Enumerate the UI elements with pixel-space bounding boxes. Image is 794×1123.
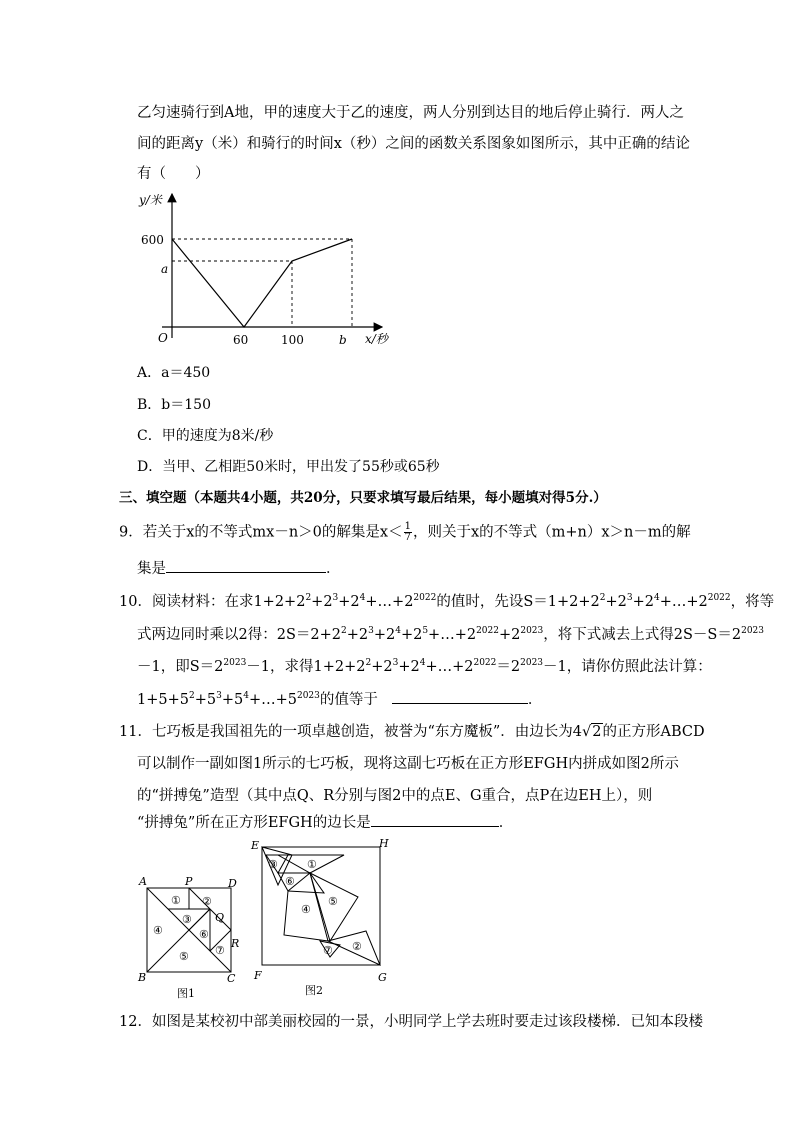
fig2-piece-3: ③ — [268, 858, 278, 871]
fig1-label-a: A — [139, 875, 147, 888]
q9-number: 9． — [119, 524, 143, 541]
fig1-label-r: R — [231, 937, 240, 950]
q10-l3b: －1，求得1+2+2 — [246, 659, 366, 675]
q9-line-2: 集是 ． — [137, 558, 341, 579]
option-a: A．a＝450 — [137, 365, 211, 381]
q9-text-a: 若关于x的不等式mx－n＞0的解集是x＜ — [142, 524, 403, 541]
y-tick-600: 600 — [141, 233, 164, 247]
fig2-piece-2: ② — [352, 940, 362, 953]
q9-text-c: 集是 — [137, 561, 166, 577]
fig1-label-c: C — [227, 972, 236, 985]
q9-text-b: ，则关于x的不等式（m+n）x＞n－m的解 — [412, 524, 691, 541]
q10-l1a: 阅读材料：在求1+2+2 — [151, 594, 306, 610]
q11-l4: “拼搏兔”所在正方形EFGH的边长是 — [137, 815, 371, 831]
fig1-label-b: B — [138, 971, 147, 984]
fig1-piece-4: ④ — [153, 924, 163, 937]
fig2-piece-4: ④ — [301, 903, 311, 916]
q9-frac-den: 7 — [404, 532, 411, 543]
fig1-caption: 图1 — [177, 987, 195, 1000]
q9-line-1 — [119, 522, 691, 543]
q10-line-2: 式两边同时乘以2得：$2S=2+2^2+2^3+2^4+2^5+\dots+2^{2022}+2^{2023}$，将下式减去上式得$2S-S=2^{2023}$ — [137, 626, 764, 643]
q10-l3a: －1，即S＝2 — [137, 659, 224, 675]
y-tick-a: a — [161, 262, 169, 276]
fig1-piece-6: ⑥ — [199, 928, 209, 941]
origin-label: O — [158, 331, 168, 345]
option-b: B．b＝150 — [137, 397, 211, 413]
q11-line-4 — [137, 812, 513, 833]
q11-number: 11． — [119, 724, 152, 740]
q10-l1c: ，将等 — [730, 594, 775, 610]
q9-frac-num: 1 — [404, 521, 411, 532]
q10-l2b: ，将下式减去上式得2S－S＝2 — [543, 627, 742, 643]
q12-line-1 — [119, 1012, 703, 1032]
q12-number: 12． — [119, 1014, 152, 1030]
fig2-label-f: F — [254, 969, 262, 982]
q11-line-1 — [119, 722, 705, 742]
q10-line-3: －1，即$S=2^{2023}-1$，求得$1+2+2^2+2^3+2^4+\dots+2^{2022}=2^{2023}-1$，请你仿照此法计算： — [137, 658, 712, 675]
q11-line-2: 可以制作一副如图1所示的七巧板，现将这副七巧板在正方形EFGH内拼成如图2所示 — [137, 756, 679, 772]
tangram-figure-2 — [248, 833, 398, 999]
fig2-label-e: E — [251, 839, 260, 852]
q11-answer-blank[interactable] — [371, 812, 499, 827]
q10-l4b: 的值等于 — [319, 692, 378, 708]
x-axis-label: x/秒 — [365, 332, 388, 346]
x-tick-b: b — [339, 333, 347, 347]
section-3-title: 三、填空题（本题共4小题，共20分，只要求填写最后结果，每小题填对得5分.） — [119, 490, 607, 506]
fig1-piece-3: ③ — [182, 913, 192, 926]
fig1-label-q: Q — [215, 911, 225, 924]
q10-line-4: $1+5+5^2+5^3+5^4+\dots+5^{2023}$的值等于 ． — [137, 691, 543, 708]
fig2-piece-5: ⑤ — [328, 895, 338, 908]
option-c: C．甲的速度为8米/秒 — [137, 428, 274, 444]
q10-end: ． — [527, 692, 543, 708]
x-tick-60: 60 — [233, 333, 249, 347]
fig1-piece-5: ⑤ — [179, 950, 189, 963]
q10-l4a: 1+5+5 — [137, 692, 189, 708]
tangram-figure-1 — [135, 875, 245, 1000]
fig1-label-p: P — [185, 875, 193, 888]
fig2-piece-7: ⑦ — [323, 944, 333, 957]
q10-answer-blank[interactable] — [392, 689, 528, 704]
q11-sqrt-val: 2 — [592, 724, 602, 740]
q11-sqrt: √2 — [582, 724, 602, 740]
fig2-label-h: H — [379, 837, 389, 850]
q9-answer-blank[interactable] — [166, 558, 326, 573]
distance-time-chart — [137, 188, 407, 353]
fig1-label-d: D — [228, 877, 237, 890]
q11-end: ． — [498, 815, 514, 831]
fig2-label-g: G — [378, 971, 387, 984]
q11-l1b: 的正方形ABCD — [602, 724, 705, 740]
q8-line-2: 间的距离y（米）和骑行的时间x（秒）之间的函数关系图象如图所示，其中正确的结论 — [137, 136, 690, 152]
fig1-piece-2: ② — [202, 895, 212, 908]
fig2-piece-6: ⑥ — [285, 875, 295, 888]
x-tick-100: 100 — [281, 333, 304, 347]
y-axis-label: y/米 — [139, 193, 162, 207]
q11-l1a: 七巧板是我国祖先的一项卓越创造，被誉为“东方魔板”．由边长为4 — [151, 724, 583, 740]
q12-text: 如图是某校初中部美丽校园的一景，小明同学上学去班时要走过该段楼梯．已知本段楼 — [151, 1014, 703, 1030]
q9-fraction — [404, 522, 412, 543]
q10-l1b: 的值时，先设S＝1+2+2 — [436, 594, 600, 610]
q10-number: 10． — [119, 594, 152, 610]
fig2-caption: 图2 — [305, 984, 323, 997]
q8-line-3: 有（ ） — [137, 166, 210, 182]
q11-line-3: 的“拼搏兔”造型（其中点Q、R分别与图2中的点E、G重合，点P在边EH上），则 — [137, 788, 653, 804]
fig2-square — [262, 847, 380, 965]
q8-line-1: 乙匀速骑行到A地，甲的速度大于乙的速度，两人分别到达目的地后停止骑行．两人之 — [137, 105, 684, 121]
fig1-piece-7: ⑦ — [215, 944, 225, 957]
fig1-piece-1: ① — [171, 894, 181, 907]
q10-line-1: 10．阅读材料：在求$1+2+2^2+2^3+2^4+\dots+2^{2022}$的值时，先设$S=1+2+2^2+2^3+2^4+\dots+2^{2022}$，将等 — [119, 593, 775, 610]
fig2-piece-1: ① — [307, 858, 317, 871]
option-d: D．当甲、乙相距50米时，甲出发了55秒或65秒 — [137, 459, 440, 475]
series-line — [172, 239, 352, 327]
q10-l3c: －1，请你仿照此法计算： — [543, 659, 712, 675]
q10-l2a: 式两边同时乘以2得：2S＝2+2 — [137, 627, 341, 643]
